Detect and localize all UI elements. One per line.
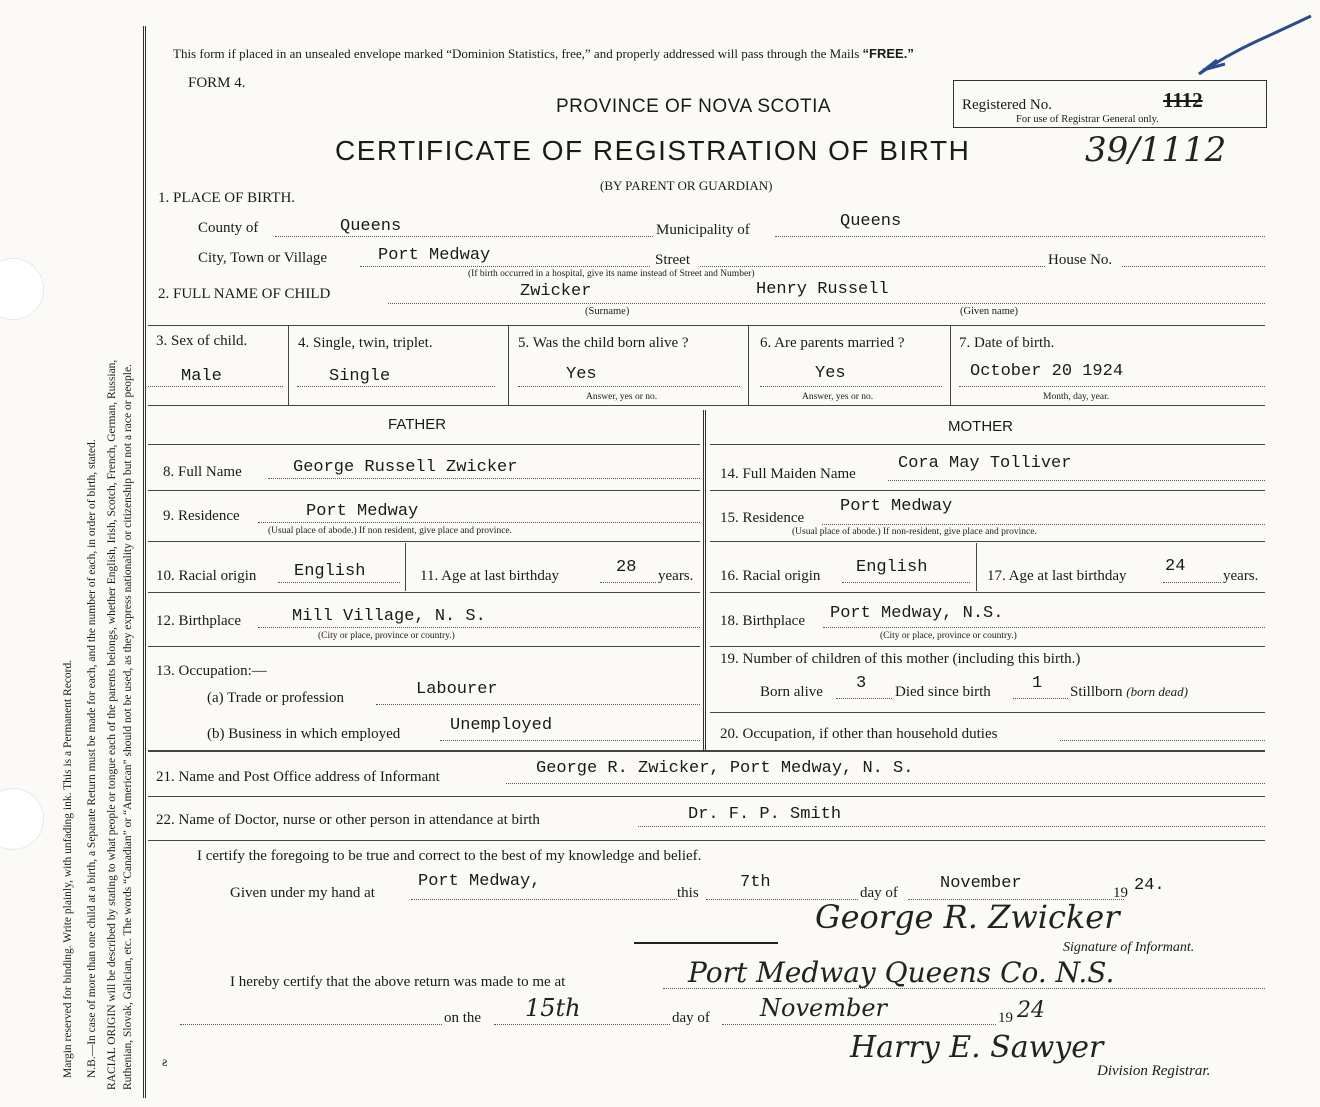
married-value: Yes bbox=[815, 364, 846, 383]
father-racial-label: 10. Racial origin bbox=[156, 568, 257, 584]
handwritten-number: 39/1112 bbox=[1085, 130, 1227, 170]
registrar-signature: Harry E. Sawyer bbox=[850, 1030, 1104, 1065]
given-place: Port Medway, bbox=[418, 872, 541, 891]
mother-occupation-label: 20. Occupation, if other than household duties bbox=[720, 726, 998, 742]
father-residence-label: 9. Residence bbox=[163, 508, 240, 524]
registrar-day: 15th bbox=[525, 994, 581, 1022]
city-label: City, Town or Village bbox=[198, 250, 328, 266]
registrar-month: November bbox=[760, 994, 888, 1022]
county-label: County of bbox=[198, 220, 259, 236]
doctor-value: Dr. F. P. Smith bbox=[688, 805, 842, 824]
father-occupation-label: 13. Occupation:— bbox=[156, 663, 267, 679]
informant-value: George R. Zwicker, Port Medway, N. S. bbox=[536, 759, 914, 778]
father-birthplace: Mill Village, N. S. bbox=[292, 607, 486, 626]
father-residence-caption: (Usual place of abode.) If non resident, give place and province. bbox=[268, 526, 512, 536]
form-number: FORM 4. bbox=[188, 75, 246, 91]
division-registrar-caption: Division Registrar. bbox=[1097, 1063, 1211, 1079]
mother-residence-caption: (Usual place of abode.) If non-resident, give place and province. bbox=[792, 527, 1037, 537]
city-value: Port Medway bbox=[378, 246, 491, 265]
mother-racial-label: 16. Racial origin bbox=[720, 568, 821, 584]
born-alive-label: 5. Was the child born alive ? bbox=[518, 335, 689, 351]
side-note-1: Margin reserved for binding. Write plainly, with unfading ink. This is a Permanent Record. bbox=[62, 659, 74, 1078]
side-note-3: RACIAL ORIGIN will be described by stating to what people or tongue each of the parents belongs, whether English, Irish, Scotch, French, German, Russian, bbox=[106, 359, 118, 1090]
registrar-day-of-label: day of bbox=[672, 1010, 710, 1026]
on-the-label: on the bbox=[444, 1010, 482, 1026]
born-alive-caption: Answer, yes or no. bbox=[586, 392, 658, 402]
father-birthplace-label: 12. Birthplace bbox=[156, 613, 241, 629]
given-year-prefix: 19 bbox=[1113, 885, 1128, 901]
dob-value: October 20 1924 bbox=[970, 362, 1124, 381]
father-racial: English bbox=[294, 562, 366, 581]
doctor-label: 22. Name of Doctor, nurse or other person in attendance at birth bbox=[156, 812, 540, 828]
margin-rule bbox=[143, 26, 146, 1098]
certificate-title: CERTIFICATE OF REGISTRATION OF BIRTH bbox=[335, 135, 971, 166]
mother-racial: English bbox=[856, 558, 928, 577]
hospital-note: (If birth occurred in a hospital, give its name instead of Street and Number) bbox=[468, 269, 755, 279]
municipality-label: Municipality of bbox=[656, 222, 750, 238]
plurality-label: 4. Single, twin, triplet. bbox=[298, 335, 433, 351]
mailing-note: This form if placed in an unsealed envelope marked “Dominion Statistics, free,” and properly addressed will pass through the Mails “FREE.” bbox=[173, 46, 914, 61]
place-of-birth-heading: 1. PLACE OF BIRTH. bbox=[158, 190, 296, 206]
father-years: years. bbox=[658, 568, 694, 584]
registrar-place: Port Medway Queens Co. N.S. bbox=[688, 956, 1115, 989]
binding-hole-bottom bbox=[0, 788, 44, 850]
mother-birthplace-label: 18. Birthplace bbox=[720, 613, 805, 629]
mother-years: years. bbox=[1223, 568, 1259, 584]
father-heading: FATHER bbox=[388, 416, 447, 433]
registrar-statement: I hereby certify that the above return was made to me at bbox=[230, 974, 566, 990]
father-business: Unemployed bbox=[450, 716, 553, 735]
mother-heading: MOTHER bbox=[948, 418, 1013, 435]
street-label: Street bbox=[655, 252, 690, 268]
given-day: 7th bbox=[740, 873, 771, 892]
father-business-label: (b) Business in which employed bbox=[207, 726, 401, 742]
informant-signature-caption: Signature of Informant. bbox=[1063, 940, 1195, 955]
died-since-birth-label: Died since birth bbox=[895, 684, 991, 700]
dob-caption: Month, day, year. bbox=[1043, 392, 1110, 402]
province-heading: PROVINCE OF NOVA SCOTIA bbox=[556, 96, 832, 117]
mother-residence-label: 15. Residence bbox=[720, 510, 805, 526]
municipality-value: Queens bbox=[840, 212, 902, 231]
check-mark-icon bbox=[1195, 12, 1315, 82]
father-trade: Labourer bbox=[416, 680, 498, 699]
plurality-value: Single bbox=[329, 367, 391, 386]
binding-hole-top bbox=[0, 258, 44, 320]
certificate-subtitle: (BY PARENT OR GUARDIAN) bbox=[600, 178, 773, 193]
informant-signature: George R. Zwicker bbox=[815, 898, 1120, 936]
certify-statement: I certify the foregoing to be true and correct to the best of my knowledge and belief. bbox=[197, 848, 702, 864]
given-month: November bbox=[940, 874, 1022, 893]
born-alive-value: Yes bbox=[566, 365, 597, 384]
married-caption: Answer, yes or no. bbox=[802, 392, 874, 402]
father-name: George Russell Zwicker bbox=[293, 458, 518, 477]
day-of-label: day of bbox=[860, 885, 898, 901]
mother-age: 24 bbox=[1165, 557, 1186, 576]
father-residence: Port Medway bbox=[306, 502, 419, 521]
father-name-label: 8. Full Name bbox=[163, 464, 242, 480]
child-given-name: Henry Russell bbox=[756, 280, 889, 299]
married-label: 6. Are parents married ? bbox=[760, 335, 905, 351]
father-age-label: 11. Age at last birthday bbox=[420, 568, 559, 584]
child-name-label: 2. FULL NAME OF CHILD bbox=[158, 286, 331, 302]
side-note-2: N.B.—In case of more than one child at a birth, a Separate Return must be made for each, and the number of each, in order of birth, stated. bbox=[86, 439, 98, 1078]
mother-residence: Port Medway bbox=[840, 497, 953, 516]
born-alive-count-label: Born alive bbox=[760, 684, 823, 700]
mother-birthplace-caption: (City or place, province or country.) bbox=[880, 631, 1017, 641]
surname-caption: (Surname) bbox=[585, 306, 630, 317]
died-since-birth-count: 1 bbox=[1032, 674, 1043, 693]
county-value: Queens bbox=[340, 217, 402, 236]
house-no-label: House No. bbox=[1048, 252, 1113, 268]
stillborn-label: Stillborn (born dead) bbox=[1070, 684, 1189, 700]
father-trade-label: (a) Trade or profession bbox=[207, 690, 345, 706]
born-alive-count: 3 bbox=[856, 674, 867, 693]
mother-name-label: 14. Full Maiden Name bbox=[720, 466, 856, 482]
registered-no-label: Registered No. bbox=[962, 97, 1052, 113]
registrar-year: 24 bbox=[1017, 998, 1045, 1023]
registered-no-value: 1112 bbox=[1163, 88, 1203, 112]
registrar-note: For use of Registrar General only. bbox=[1016, 114, 1159, 125]
side-note-4: Ruthenian, Slovak, Galician, etc. The words “Canadian” or “American” should not be used, as they express nationality or citizenship but not a race or people. bbox=[122, 364, 134, 1090]
children-count-label: 19. Number of children of this mother (including this birth.) bbox=[720, 651, 1081, 667]
given-under-label: Given under my hand at bbox=[230, 885, 375, 901]
father-age: 28 bbox=[616, 558, 637, 577]
sex-label: 3. Sex of child. bbox=[156, 333, 248, 349]
father-birthplace-caption: (City or place, province or country.) bbox=[318, 631, 455, 641]
margin-mark: ƨ bbox=[162, 1055, 168, 1070]
child-surname: Zwicker bbox=[520, 282, 592, 301]
informant-label: 21. Name and Post Office address of Informant bbox=[156, 769, 440, 785]
given-year: 24. bbox=[1134, 876, 1165, 895]
registrar-year-prefix: 19 bbox=[998, 1010, 1013, 1026]
mother-name: Cora May Tolliver bbox=[898, 454, 1072, 473]
this-label: this bbox=[677, 885, 699, 901]
sex-value: Male bbox=[181, 367, 222, 386]
given-name-caption: (Given name) bbox=[960, 306, 1019, 317]
dob-label: 7. Date of birth. bbox=[959, 335, 1055, 351]
mother-age-label: 17. Age at last birthday bbox=[987, 568, 1127, 584]
mother-birthplace: Port Medway, N.S. bbox=[830, 604, 1004, 623]
